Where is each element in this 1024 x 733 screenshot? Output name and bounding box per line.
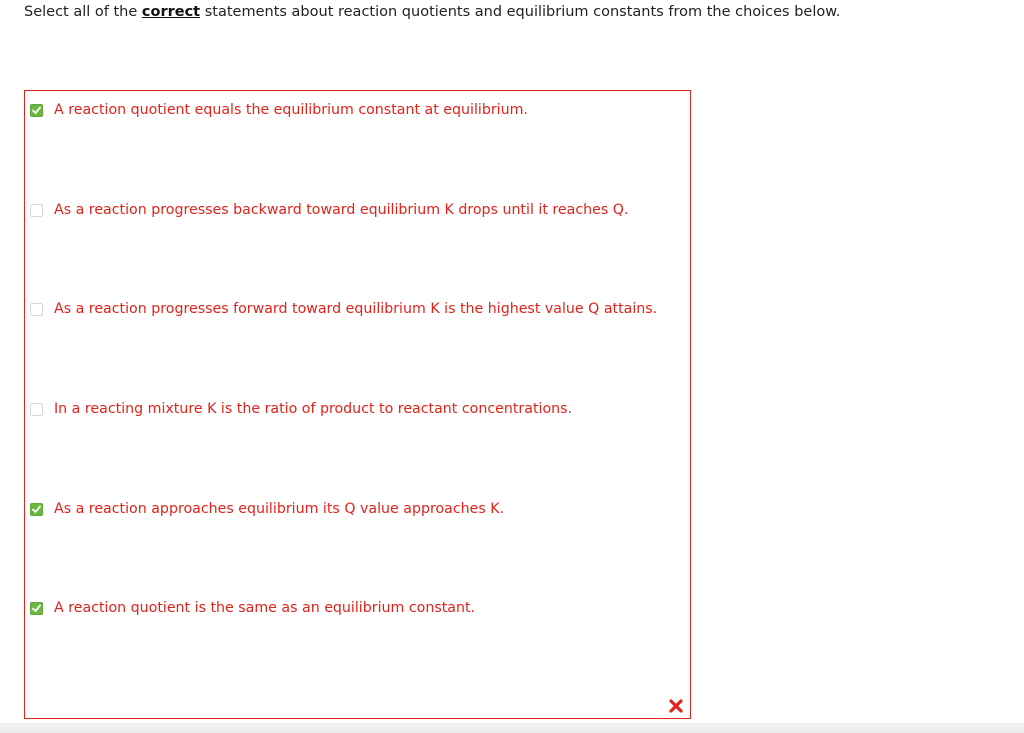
x-mark-icon (668, 698, 684, 714)
instruction-before: Select all of the (24, 4, 142, 20)
choice-5[interactable] (30, 499, 504, 519)
checkbox-unchecked-icon[interactable] (30, 403, 43, 416)
choice-2[interactable] (30, 200, 628, 220)
choice-3[interactable] (30, 299, 657, 319)
checkbox-unchecked-icon[interactable] (30, 303, 43, 316)
choice-1[interactable] (30, 100, 528, 120)
checkbox-checked-icon[interactable] (30, 503, 43, 516)
choice-6[interactable] (30, 598, 475, 618)
instruction-after: statements about reaction quotients and equilibrium constants from the choices below. (200, 4, 841, 20)
instruction-emphasis: correct (141, 4, 201, 20)
choice-label: As a reaction approaches equilibrium its Q value approaches K. (54, 501, 505, 517)
choice-label: As a reaction progresses backward toward equilibrium K drops until it reaches Q. (54, 202, 629, 218)
question-instruction (24, 3, 840, 21)
choice-label: As a reaction progresses forward toward equilibrium K is the highest value Q attains. (54, 301, 658, 317)
checkbox-unchecked-icon[interactable] (30, 204, 43, 217)
bottom-divider (0, 723, 1024, 733)
choice-label: In a reacting mixture K is the ratio of product to reactant concentrations. (54, 401, 573, 417)
checkbox-checked-icon[interactable] (30, 104, 43, 117)
answer-box (24, 90, 691, 719)
checkbox-checked-icon[interactable] (30, 602, 43, 615)
choice-label: A reaction quotient equals the equilibrium constant at equilibrium. (54, 102, 528, 118)
choice-4[interactable] (30, 399, 572, 419)
choice-label: A reaction quotient is the same as an equilibrium constant. (54, 600, 476, 616)
